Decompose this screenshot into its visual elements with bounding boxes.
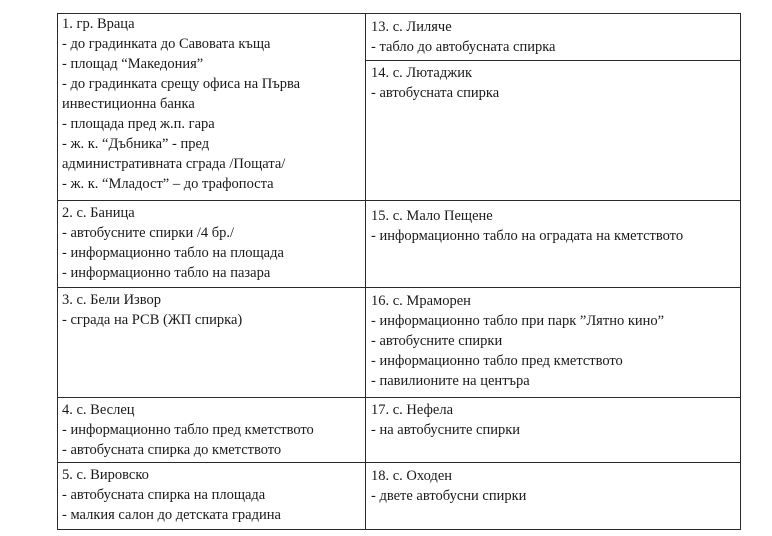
table-cell-malo-peshtene — [371, 206, 683, 246]
cell-heading: 16. с. Мраморен — [371, 293, 471, 309]
list-item: - сграда на РСВ (ЖП спирка) — [62, 312, 243, 328]
table-cell-ohoden — [371, 466, 526, 506]
table-cell-nefela — [371, 400, 520, 440]
table-cell-banitsa — [62, 203, 284, 283]
list-item: - автобусните спирки /4 бр./ — [62, 225, 235, 241]
row-separator — [365, 397, 741, 398]
table-cell-vratsa — [62, 14, 300, 194]
table-cell-lilyache — [371, 17, 555, 57]
list-item: - информационно табло при парк ”Лятно кино” — [371, 313, 665, 329]
row-separator — [365, 200, 741, 201]
row-separator — [365, 60, 741, 61]
cell-heading: 4. с. Веслец — [62, 402, 135, 418]
table-cell-beli-izvor — [62, 290, 242, 330]
table-cell-mramoren — [371, 291, 664, 391]
list-item: административната сграда /Пощата/ — [62, 156, 286, 172]
cell-heading: 2. с. Баница — [62, 205, 135, 221]
cell-heading: 3. с. Бели Извор — [62, 292, 162, 308]
list-item: - информационно табло пред кметството — [371, 353, 623, 369]
list-item: - ж. к. “Младост” – до трафопоста — [62, 176, 274, 192]
list-item: - павилионите на центъра — [371, 373, 530, 389]
row-separator — [57, 287, 365, 288]
list-item: - автобусната спирка до кметството — [62, 442, 282, 458]
row-separator — [365, 462, 741, 463]
row-separator — [57, 462, 365, 463]
list-item: - автобусните спирки — [371, 333, 503, 349]
list-item: - информационно табло на площада — [62, 245, 284, 261]
list-item: - площад “Македония” — [62, 56, 204, 72]
cell-heading: 14. с. Лютаджик — [371, 65, 473, 81]
list-item: - информационно табло на пазара — [62, 265, 271, 281]
list-item: - автобусната спирка на площада — [62, 487, 266, 503]
cell-heading: 5. с. Вировско — [62, 467, 149, 483]
list-item: - на автобусните спирки — [371, 422, 521, 438]
table-cell-lyutadzhik — [371, 63, 499, 103]
list-item: - до градинката срещу офиса на Първа — [62, 76, 301, 92]
list-item: - двете автобусни спирки — [371, 488, 527, 504]
cell-heading: 18. с. Оходен — [371, 468, 453, 484]
list-item: - ж. к. “Дъбника” - пред — [62, 136, 210, 152]
list-item: - малкия салон до детската градина — [62, 507, 281, 523]
list-item: - до градинката до Савовата къща — [62, 36, 271, 52]
list-item: - автобусната спирка — [371, 85, 500, 101]
table-cell-virovsko — [62, 465, 281, 525]
list-item: - информационно табло пред кметството — [62, 422, 314, 438]
row-separator — [57, 200, 365, 201]
cell-heading: 13. с. Лиляче — [371, 19, 452, 35]
list-item: - табло до автобусната спирка — [371, 39, 556, 55]
list-item: - площада пред ж.п. гара — [62, 116, 215, 132]
cell-heading: 15. с. Мало Пещене — [371, 208, 493, 224]
table-cell-veslets — [62, 400, 314, 460]
list-item: - информационно табло на оградата на кметството — [371, 228, 684, 244]
row-separator — [365, 287, 741, 288]
row-separator — [57, 397, 365, 398]
list-item: инвестиционна банка — [62, 96, 195, 112]
column-divider — [365, 13, 366, 530]
cell-heading: 17. с. Нефела — [371, 402, 454, 418]
cell-heading: 1. гр. Враца — [62, 16, 135, 32]
